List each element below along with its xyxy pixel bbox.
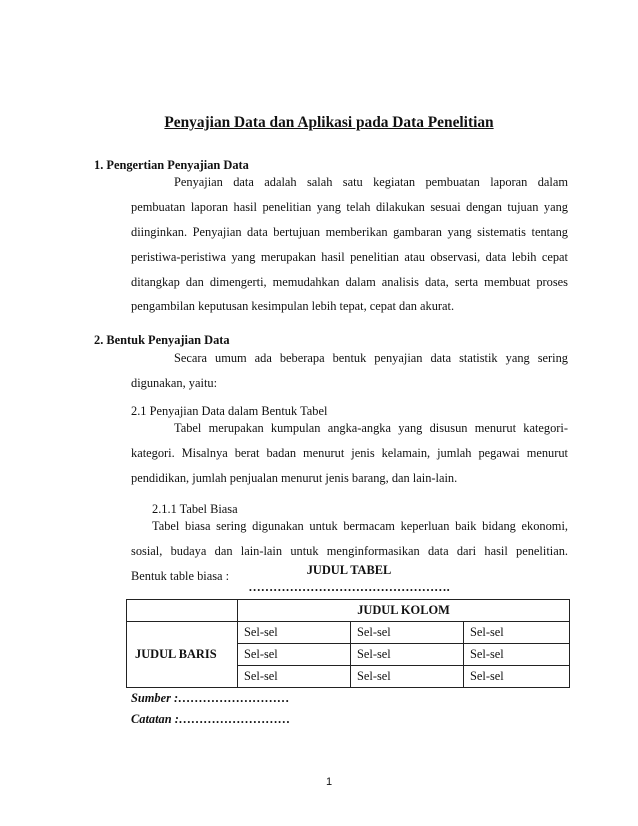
- paragraph-line: Secara umum ada beberapa bentuk penyajian data statistik yang sering: [174, 351, 568, 365]
- paragraph-line: diinginkan. Penyajian data bertujuan memberikan gambaran yang sistematis tentang: [131, 225, 568, 239]
- paragraph-line: digunakan, yaitu:: [131, 376, 218, 390]
- sample-table: [126, 599, 570, 688]
- table-cell: Sel-sel: [351, 666, 464, 688]
- page-title: Penyajian Data dan Aplikasi pada Data Penelitian: [164, 114, 494, 131]
- table-source: Sumber :………………………: [131, 691, 290, 705]
- paragraph-line: Bentuk table biasa :: [131, 569, 230, 583]
- table-cell: Sel-sel: [238, 644, 351, 666]
- subsection-heading: 2.1 Penyajian Data dalam Bentuk Tabel: [131, 404, 328, 418]
- table-cell: Sel-sel: [464, 644, 570, 666]
- paragraph-line: peristiwa-peristiwa yang merupakan hasil penelitian atau observasi, data lebih cepat: [131, 250, 568, 264]
- page-number: 1: [325, 776, 333, 788]
- table-title-dots: ………………………………………….: [248, 580, 450, 594]
- column-header: JUDUL KOLOM: [238, 600, 570, 622]
- paragraph-line: pembuatan laporan hasil penelitian yang telah dilakukan sesuai dengan tujuan yang: [131, 200, 568, 214]
- table-cell: Sel-sel: [464, 622, 570, 644]
- paragraph-line: kategori. Misalnya berat badan menurut jenis kelamain, jumlah pegawai menurut: [131, 446, 568, 460]
- table-cell: Sel-sel: [351, 644, 464, 666]
- paragraph-line: Penyajian data adalah salah satu kegiatan pembuatan laporan dalam: [174, 175, 568, 189]
- table-cell: Sel-sel: [238, 622, 351, 644]
- paragraph-line: Tabel biasa sering digunakan untuk bermacam keperluan baik bidang ekonomi,: [152, 519, 568, 533]
- subsection-heading: 2.1.1 Tabel Biasa: [152, 502, 238, 516]
- table-note: Catatan :………………………: [131, 712, 291, 726]
- paragraph-line: pengambilan keputusan kesimpulan lebih tepat, cepat dan akurat.: [131, 299, 455, 313]
- paragraph-line: Tabel merupakan kumpulan angka-angka yang disusun menurut kategori-: [174, 421, 568, 435]
- table-cell: Sel-sel: [464, 666, 570, 688]
- paragraph-line: pendidikan, jumlah penjualan menurut jenis barang, dan lain-lain.: [131, 471, 458, 485]
- table-title: JUDUL TABEL: [306, 563, 392, 577]
- table-cell: Sel-sel: [351, 622, 464, 644]
- section-heading: 1. Pengertian Penyajian Data: [94, 158, 249, 172]
- row-header: JUDUL BARIS: [127, 622, 238, 688]
- paragraph-line: ditangkap dan dimengerti, memudahkan dalam analisis data, serta membuat proses: [131, 275, 568, 289]
- table-row: [127, 622, 570, 644]
- paragraph-line: sosial, budaya dan lain-lain untuk menginformasikan data dari hasil penelitian.: [131, 544, 568, 558]
- table-cell: Sel-sel: [238, 666, 351, 688]
- section-heading: 2. Bentuk Penyajian Data: [94, 333, 230, 347]
